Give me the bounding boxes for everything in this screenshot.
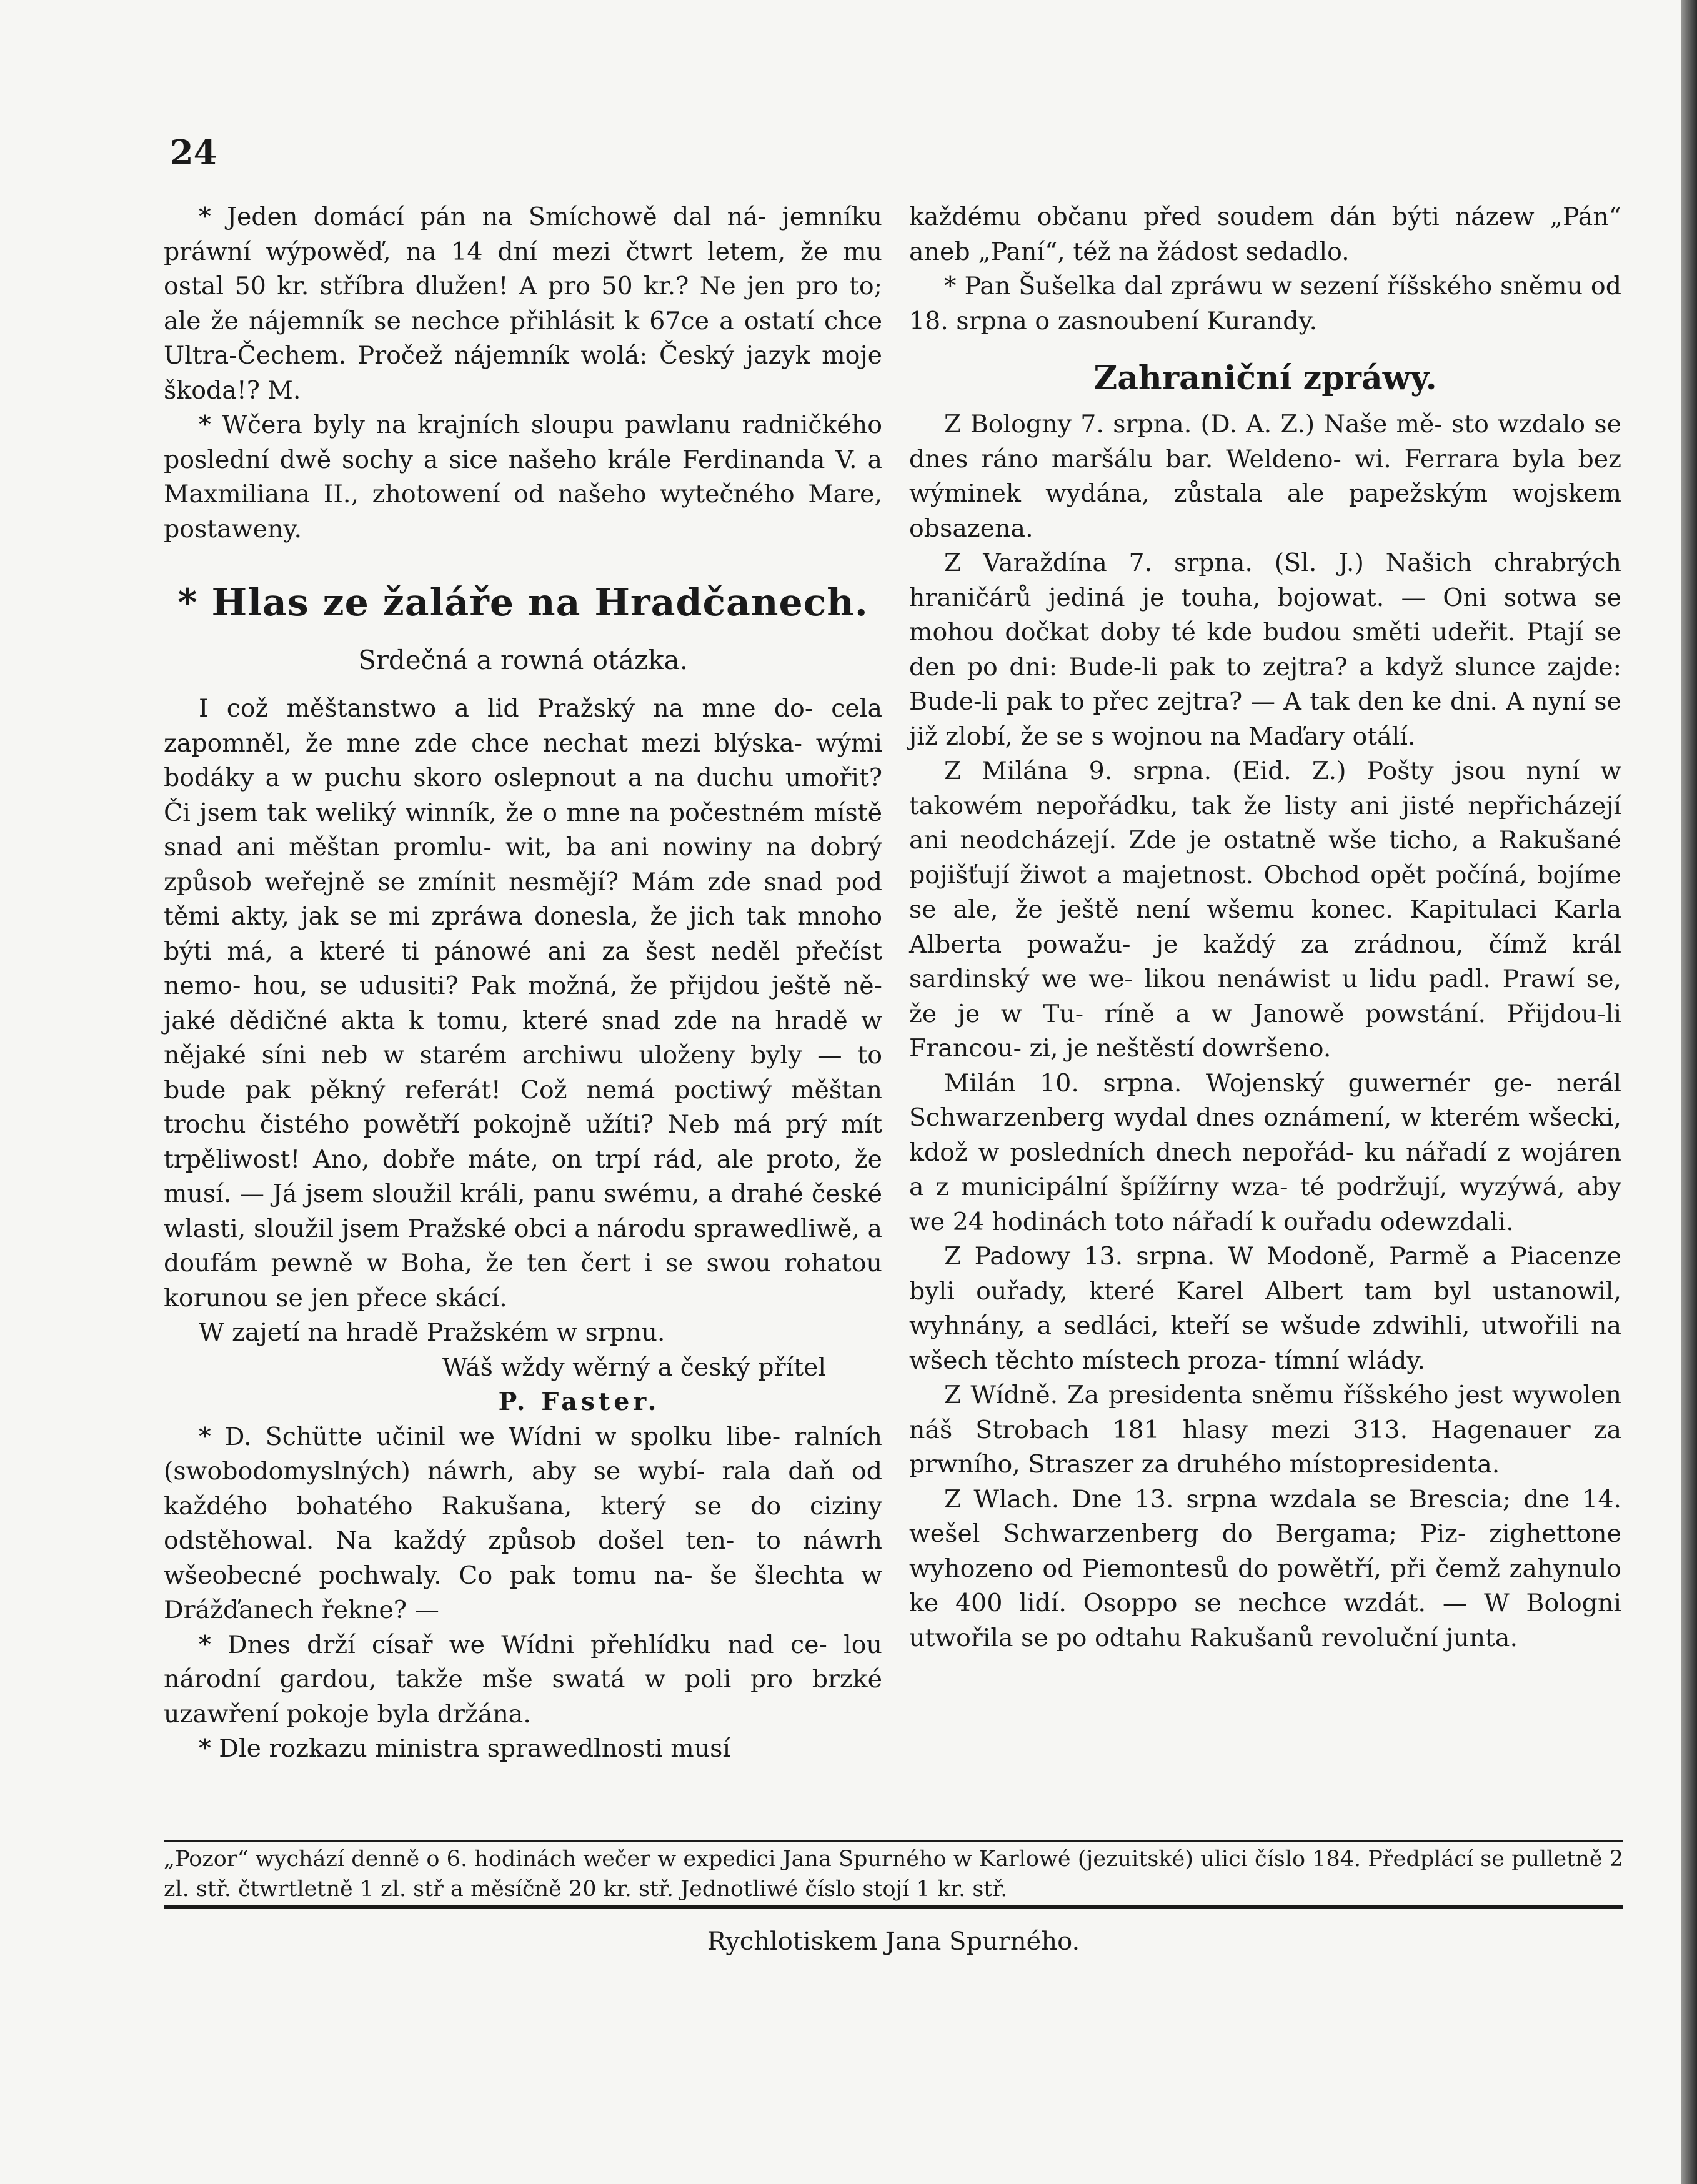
footer-divider-thick bbox=[164, 1905, 1623, 1909]
foreign-news-bologna: Z Bologny 7. srpna. (D. A. Z.) Naše mě- sto wzdalo se dnes ráno maršálu bar. Weldeno- wi. Ferrara byla bez wýminek wydána, zůstala ale papežským wojskem obsazena. bbox=[909, 410, 1621, 543]
right-column bbox=[909, 200, 1621, 1655]
foreign-news-italy: Z Wlach. Dne 13. srpna wzdala se Brescia; dne 14. wešel Schwarzenberg do Bergama; Piz- zighettone wyhozeno od Piemontesů do powětří, při čemž zahynulo ke 400 lidí. Osoppo se nechce wzdát. — W Bologni utwořila se po odtahu Rakušanů revoluční junta. bbox=[909, 1484, 1621, 1652]
section-title-foreign-news: Zahraniční zpráwy. bbox=[1093, 359, 1437, 397]
news-item-review: * Dnes drží císař we Wídni přehlídku nad ce- lou národní gardou, takže mše swatá w poli pro brzké uzawření pokoje byla držána. bbox=[164, 1630, 882, 1729]
news-item-suselka: * Pan Šušelka dal zpráwu w sezení říšského sněmu od 18. srpna o zasnoubení Kurandy. bbox=[909, 272, 1621, 335]
news-item-ministry: * Dle rozkazu ministra sprawedlnosti musí bbox=[199, 1734, 731, 1763]
article-closing: Wáš wždy wěrný a český přítel bbox=[442, 1353, 826, 1382]
article-subtitle: Srdečná a rowná otázka. bbox=[358, 645, 688, 675]
foreign-news-vienna: Z Wídně. Za presidenta sněmu říšského jest wywolen náš Strobach 181 hlasy mezi 313. Hagenauer za prwního, Straszer za druhého místopresidenta. bbox=[909, 1381, 1621, 1479]
foreign-news-varazdin: Z Varaždína 7. srpna. (Sl. J.) Našich chrabrých hraničárů jediná je touha, bojowat. — Oni sotwa se mohou dočkat doby té kde budou směti udeřit. Ptají se den po dni: Bude-li pak to zejtra? a když slunce zajde: Bude-li pak to přec zejtra? — A tak den ke dni. A nyní se již zlobí, že se s wojnou na Maďary otálí. bbox=[909, 548, 1621, 751]
article-signature: P. Faster. bbox=[498, 1387, 660, 1416]
printer-imprint: Rychlotiskem Jana Spurného. bbox=[707, 1927, 1080, 1956]
page-edge-shadow bbox=[1681, 0, 1697, 2184]
article-place: W zajetí na hradě Pražském w srpnu. bbox=[199, 1318, 665, 1347]
page-number: 24 bbox=[170, 132, 217, 172]
news-item-statues: * Wčera byly na krajních sloupu pawlanu radničkého poslední dwě sochy a sice našeho krále Ferdinanda V. a Maxmiliana II., zhotowení od našeho wytečného Mare, postaweny. bbox=[164, 410, 882, 544]
article-body: I což měštanstwo a lid Pražský na mne do- cela zapomněl, že mne zde chce nechat mezi blýska- wými bodáky a w puchu skoro oslepnout a na duchu umořit? Či jsem tak weliký winník, že o mne na počestném místě snad ani měštan promlu- wit, ba ani nowiny na dobrý způsob weřejně se zmínit nesmějí? Mám zde snad pod těmi akty, jak se mi zpráwa donesla, že jich tak mnoho býti má, a které ti pánowé ani za šest neděl přečíst nemo- hou, se udusiti? Pak možná, že přijdou ještě ně- jaké dědičné akta k tomu, které snad zde na hradě w nějaké síni neb w starém archiwu uloženy byly — to bude pak pěkný referát! Což nemá poctiwý měštan trochu čistého powětří pokojně užíti? Neb má prý mít trpěliwost! Ano, dobře máte, on trpí rád, ale proto, že musí. — Já jsem sloužil králi, panu swému, a drahé české wlasti, sloužil jsem Pražské obci a národu sprawedliwě, a doufám pewně w Boha, že ten čert i se swou rohatou korunou se jen přece skácí. bbox=[164, 694, 882, 1313]
publication-notice: „Pozor“ wychází denně o 6. hodinách wečer w expedici Jana Spurného w Karlowé (jezuitské) ulici číslo 184. Předplácí se pulletně 2 zl. stř. čtwrtletně 1 zl. stř a měsíčně 20 kr. stř. Jednotliwé číslo stojí 1 kr. stř. bbox=[164, 1847, 1623, 1902]
article-title: * Hlas ze žaláře na Hradčanech. bbox=[177, 581, 868, 625]
news-item-schutte: * D. Schütte učinil we Wídni w spolku libe- ralních (swobodomyslných) náwrh, aby se wybí- rala daň od každého bohatého Rakušana, který se do ciziny odstěhowal. Na každý způsob došel ten- to náwrh wšeobecné pochwaly. Co pak tomu na- še šlechta w Drážďanech řekne? — bbox=[164, 1422, 882, 1624]
news-item-continued: každému občanu před soudem dán býti názew „Pán“ aneb „Paní“, též na žádost sedadlo. bbox=[909, 202, 1621, 266]
foreign-news-padova: Z Padowy 13. srpna. W Modoně, Parmě a Piacenze byli ouřady, které Karel Albert tam byl ustanowil, wyhnány, a sedláci, kteří se wšude zdwihli, utwořili na wšech těchto místech proza- tímní wlády. bbox=[909, 1242, 1621, 1375]
foreign-news-milan-10: Milán 10. srpna. Wojenský guwernér ge- nerál Schwarzenberg wydal dnes oznámení, w kterém wšecki, kdož w posledních dnech nepořád- ku nářadí z wojáren a z municipální špížírny wza- té podržují, wyzýwá, aby we 24 hodinách toto nářadí k ouřadu odewzdali. bbox=[909, 1068, 1621, 1236]
foreign-news-milan-9: Z Milána 9. srpna. (Eid. Z.) Pošty jsou nyní w takowém nepořádku, tak že listy ani jisté nepřicházejí ani neodcházejí. Zde je ostatně wše ticho, a Rakušané pojišťují žiwot a majetnost. Obchod opět počíná, bojíme se ale, že ještě není wšemu konec. Kapitulaci Karla Alberta powažu- je každý za zrádnou, čímž král sardinský we we- likou nenáwist u lidu padl. Prawí se, že je w Tu- ríně a w Janowě powstání. Přijdou-li Francou- zi, je neštěstí dowršeno. bbox=[909, 757, 1621, 1063]
left-column bbox=[164, 200, 882, 1767]
footer-divider-thin bbox=[164, 1840, 1623, 1842]
news-item-smichov: * Jeden domácí pán na Smíchowě dal ná- jemníku práwní wýpowěď, na 14 dní mezi čtwrt letem, že mu ostal 50 kr. stříbra dlužen! A pro 50 kr.? Ne jen pro to; ale že nájemník se nechce přihlásit k 67ce a ostatí chce Ultra-Čechem. Pročež nájemník wolá: Český jazyk moje škoda!? M. bbox=[164, 202, 882, 405]
